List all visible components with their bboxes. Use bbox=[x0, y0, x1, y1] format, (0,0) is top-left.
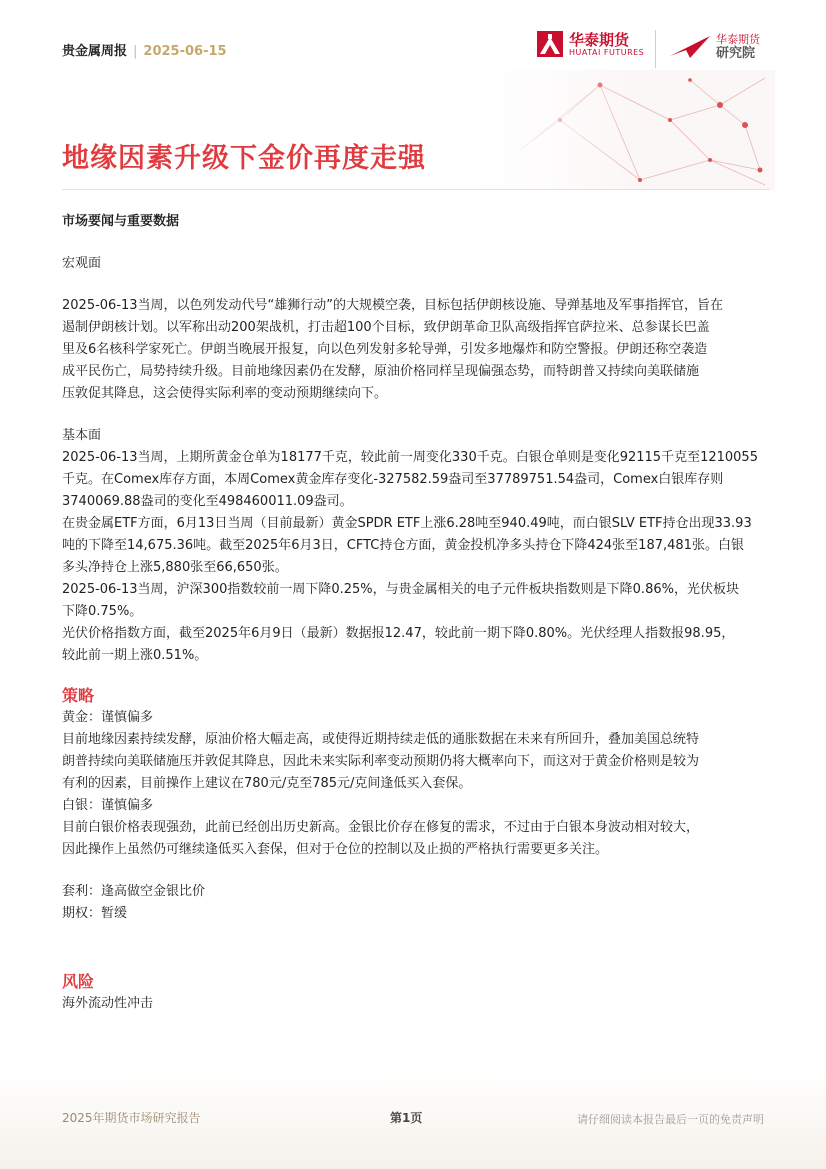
gold-strategy-paragraph bbox=[62, 729, 782, 795]
options-strategy: 期权：暂缓 bbox=[62, 906, 128, 921]
silver-strategy-paragraph bbox=[62, 817, 782, 861]
fundamentals-line: 3740069.88盎司的变化至498460011.09盎司。 bbox=[62, 494, 353, 509]
gold-line: 朗普持续向美联储施压并敦促其降息，因此未来实际利率变动预期仍将大概率向下，而这对于黄金价格则是较为 bbox=[62, 754, 700, 769]
market-news-heading: 市场要闻与重要数据 bbox=[62, 214, 180, 229]
header-band bbox=[0, 0, 826, 195]
risk-heading: 风险 bbox=[62, 972, 95, 991]
fundamentals-line: 千克。在Comex库存方面，本周Comex黄金库存变化-327582.59盎司至37789751.54盎司，Comex白银库存则 bbox=[62, 472, 724, 487]
report-title: 地缘因素升级下金价再度走强 bbox=[62, 143, 426, 174]
strategy-heading: 策略 bbox=[62, 686, 95, 705]
gold-strategy-label: 黄金：谨慎偏多 bbox=[62, 710, 154, 725]
logo-primary-cn: 华泰期货 bbox=[569, 30, 630, 49]
macro-line: 里及6名核科学家死亡。伊朗当晚展开报复，向以色列发射多轮导弹，引发多地爆炸和防空警报。伊朗还称空袭造 bbox=[62, 342, 708, 357]
fundamentals-line: 吨的下降至14,675.36吨。截至2025年6月3日，CFTC持仓方面，黄金投机净多头持仓下降424张至187,481张。白银 bbox=[62, 538, 744, 553]
huatai-futures-logo bbox=[537, 31, 644, 57]
fundamentals-line: 在贵金属ETF方面，6月13日当周（目前最新）黄金SPDR ETF上涨6.28吨至940.49吨，而白银SLV ETF持仓出现33.93 bbox=[62, 516, 752, 531]
title-divider bbox=[62, 189, 770, 190]
fundamentals-line: 较此前一期上涨0.51%。 bbox=[62, 648, 208, 663]
risk-text: 海外流动性冲击 bbox=[62, 996, 154, 1011]
research-institute-logo bbox=[668, 32, 760, 62]
header-divider: | bbox=[133, 44, 138, 59]
logo-secondary-line1: 华泰期货 bbox=[716, 32, 760, 46]
macro-line: 成平民伤亡，局势持续升级。目前地缘因素仍在发酵，原油价格同样呈现偏强态势，而特朗普又持续向美联储施 bbox=[62, 364, 700, 379]
fundamentals-line: 2025-06-13当周，沪深300指数较前一周下降0.25%，与贵金属相关的电子元件板块指数则是下降0.86%，光伏板块 bbox=[62, 582, 739, 597]
macro-line: 压敦促其降息，这会使得实际利率的变动预期继续向下。 bbox=[62, 386, 388, 401]
logo-primary-en: HUATAI FUTURES bbox=[569, 47, 645, 57]
report-date: 2025-06-15 bbox=[143, 44, 227, 59]
silver-line: 因此操作上虽然仍可继续逢低买入套保，但对于仓位的控制以及止损的严格执行需要更多关注。 bbox=[62, 842, 609, 857]
fundamentals-label: 基本面 bbox=[62, 428, 102, 443]
fundamentals-paragraph bbox=[62, 447, 782, 667]
macro-label: 宏观面 bbox=[62, 256, 102, 271]
macro-line: 遏制伊朗核计划。以军称出动200架战机，打击超100个目标，致伊朗革命卫队高级指挥官萨拉米、总参谋长巴盖 bbox=[62, 320, 710, 335]
fundamentals-line: 光伏价格指数方面，截至2025年6月9日（最新）数据报12.47，较此前一期下降0.80%。光伏经理人指数报98.95， bbox=[62, 626, 735, 641]
report-body bbox=[62, 211, 782, 1015]
fundamentals-line: 多头净持仓上涨5,880张至66,650张。 bbox=[62, 560, 288, 575]
gold-line: 有利的因素，目前操作上建议在780元/克至785元/克间逢低买入套保。 bbox=[62, 776, 472, 791]
arbitrage-strategy: 套利：逢高做空金银比价 bbox=[62, 884, 206, 899]
silver-strategy-label: 白银：谨慎偏多 bbox=[62, 798, 154, 813]
gold-line: 目前地缘因素持续发酵，原油价格大幅走高，或使得近期持续走低的通胀数据在未来有所回升，叠加美国总统特 bbox=[62, 732, 700, 747]
disclaimer-note: 请仔细阅读本报告最后一页的免责声明 bbox=[577, 1113, 764, 1126]
huatai-logo-icon bbox=[537, 31, 563, 57]
macro-paragraph bbox=[62, 295, 782, 405]
paper-plane-icon bbox=[668, 32, 712, 62]
fundamentals-line: 2025-06-13当周，上期所黄金仓单为18177千克，较此前一周变化330千克。白银仓单则是变化92115千克至1210055 bbox=[62, 450, 758, 465]
macro-line: 2025-06-13当周，以色列发动代号“雄狮行动”的大规模空袭，目标包括伊朗核设施、导弹基地及军事指挥官，旨在 bbox=[62, 298, 724, 313]
page-number: 第1页 bbox=[390, 1111, 423, 1125]
logo-secondary-line2: 研究院 bbox=[716, 45, 756, 61]
footer-report-type: 2025年期货市场研究报告 bbox=[62, 1111, 201, 1125]
fundamentals-line: 下降0.75%。 bbox=[62, 604, 143, 619]
logo-divider bbox=[655, 30, 656, 68]
report-name: 贵金属周报 bbox=[62, 44, 128, 59]
report-header-label bbox=[62, 40, 227, 59]
silver-line: 目前白银价格表现强劲，此前已经创出历史新高。金银比价存在修复的需求，不过由于白银本身波动相对较大， bbox=[62, 820, 700, 835]
page-footer bbox=[62, 1109, 764, 1133]
